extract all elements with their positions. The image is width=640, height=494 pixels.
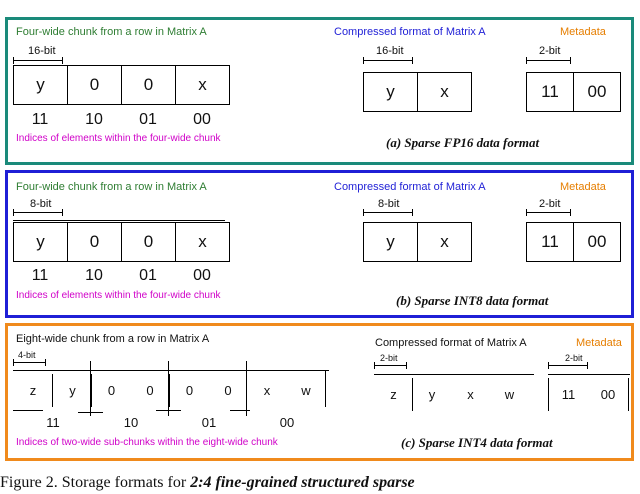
metadata-bit-arrow [548,365,588,366]
metadata-title: Metadata [560,26,606,38]
metadata-bit-label: 2-bit [539,198,561,210]
element-index: 11 [31,111,49,128]
indices-label: Indices of elements within the four-wide chunk [16,133,221,144]
subchunk-index: 11 [46,415,60,430]
element-index: 00 [193,111,211,128]
element-index: 11 [31,267,49,284]
compressed-bit-label: 8-bit [378,198,400,210]
chunk-cell: 0 [121,222,176,262]
compressed-bit-arrow [374,365,407,366]
compressed-bit-label: 2-bit [380,353,398,363]
caption-prefix: Figure 2. Storage formats for [0,474,191,491]
subchunk-index: 00 [279,415,295,430]
chunk-cell: 0 [130,374,170,407]
element-index: 10 [85,111,103,128]
chunk-cell: 0 [91,374,131,407]
compressed-cell: w [490,378,529,411]
row-line [13,220,225,221]
chunk-right-edge [325,370,326,407]
chunk-bit-arrow [13,362,46,363]
metadata-title: Metadata [576,337,622,349]
metadata-cell: 00 [588,378,629,411]
compressed-cell: x [417,72,472,112]
subchunk-bracket [156,410,181,411]
metadata-bit-arrow [526,60,571,61]
figure-caption [0,474,415,492]
compressed-title: Compressed format of Matrix A [334,26,486,38]
element-index: 10 [85,267,103,284]
subchunk-bracket [13,410,43,411]
format-label: (b) Sparse INT8 data format [396,293,549,308]
panel-sparse-int8 [5,170,634,318]
metadata-bit-label: 2-bit [565,353,583,363]
caption-emphasis: 2:4 fine-grained structured sparse [190,474,415,491]
chunk-cell: y [52,374,92,407]
chunk-cell: x [175,65,230,105]
chunk-cell: 0 [121,65,176,105]
compressed-title: Compressed format of Matrix A [375,337,527,349]
subchunk-index: 01 [201,415,217,430]
chunk-cell: x [175,222,230,262]
chunk-cell: 0 [67,65,122,105]
format-label: (c) Sparse INT4 data format [401,435,553,450]
chunk-title: Eight-wide chunk from a row in Matrix A [16,333,210,345]
compressed-bit-arrow [363,60,413,61]
chunk-title: Four-wide chunk from a row in Matrix A [16,181,207,193]
compressed-bit-arrow [363,212,413,213]
compressed-cell: z [374,378,413,411]
subchunk-divider [246,361,247,416]
element-index: 01 [139,267,157,284]
subchunk-divider [90,361,91,416]
element-index: 01 [139,111,157,128]
compressed-row-line [374,374,534,375]
panel-sparse-int4 [5,323,634,461]
metadata-bit-arrow [526,212,571,213]
metadata-row-line [548,374,630,375]
chunk-cell: x [247,374,287,407]
subchunk-index: 10 [123,415,139,430]
chunk-cell: 0 [169,374,209,407]
metadata-title: Metadata [560,181,606,193]
indices-label: Indices of elements within the four-wide chunk [16,290,221,301]
chunk-bit-label: 16-bit [28,45,56,57]
compressed-cell: y [363,222,418,262]
metadata-bit-label: 2-bit [539,45,561,57]
metadata-cell: 11 [526,72,574,112]
metadata-cell: 11 [548,378,589,411]
row-line [13,370,329,371]
chunk-bit-arrow [13,60,63,61]
chunk-cell: 0 [208,374,248,407]
chunk-cell: 0 [67,222,122,262]
chunk-cell: y [13,222,68,262]
compressed-title: Compressed format of Matrix A [334,181,486,193]
chunk-title: Four-wide chunk from a row in Matrix A [16,26,207,38]
compressed-cell: x [417,222,472,262]
compressed-cell: y [363,72,418,112]
chunk-cell: w [286,374,326,407]
indices-label: Indices of two-wide sub-chunks within the eight-wide chunk [16,437,278,448]
element-index: 00 [193,267,211,284]
chunk-bit-label: 4-bit [18,350,36,360]
subchunk-bracket [78,412,103,413]
chunk-cell: y [13,65,68,105]
chunk-bit-arrow [13,212,63,213]
compressed-cell: y [412,378,451,411]
metadata-cell: 11 [526,222,574,262]
subchunk-bracket [230,410,250,411]
panel-sparse-fp16 [5,17,634,165]
compressed-bit-label: 16-bit [376,45,404,57]
chunk-cell: z [13,374,53,407]
metadata-cell: 00 [573,72,621,112]
chunk-bit-label: 8-bit [30,198,52,210]
subchunk-divider [168,361,169,416]
format-label: (a) Sparse FP16 data format [386,135,540,150]
metadata-cell: 00 [573,222,621,262]
compressed-cell: x [451,378,490,411]
